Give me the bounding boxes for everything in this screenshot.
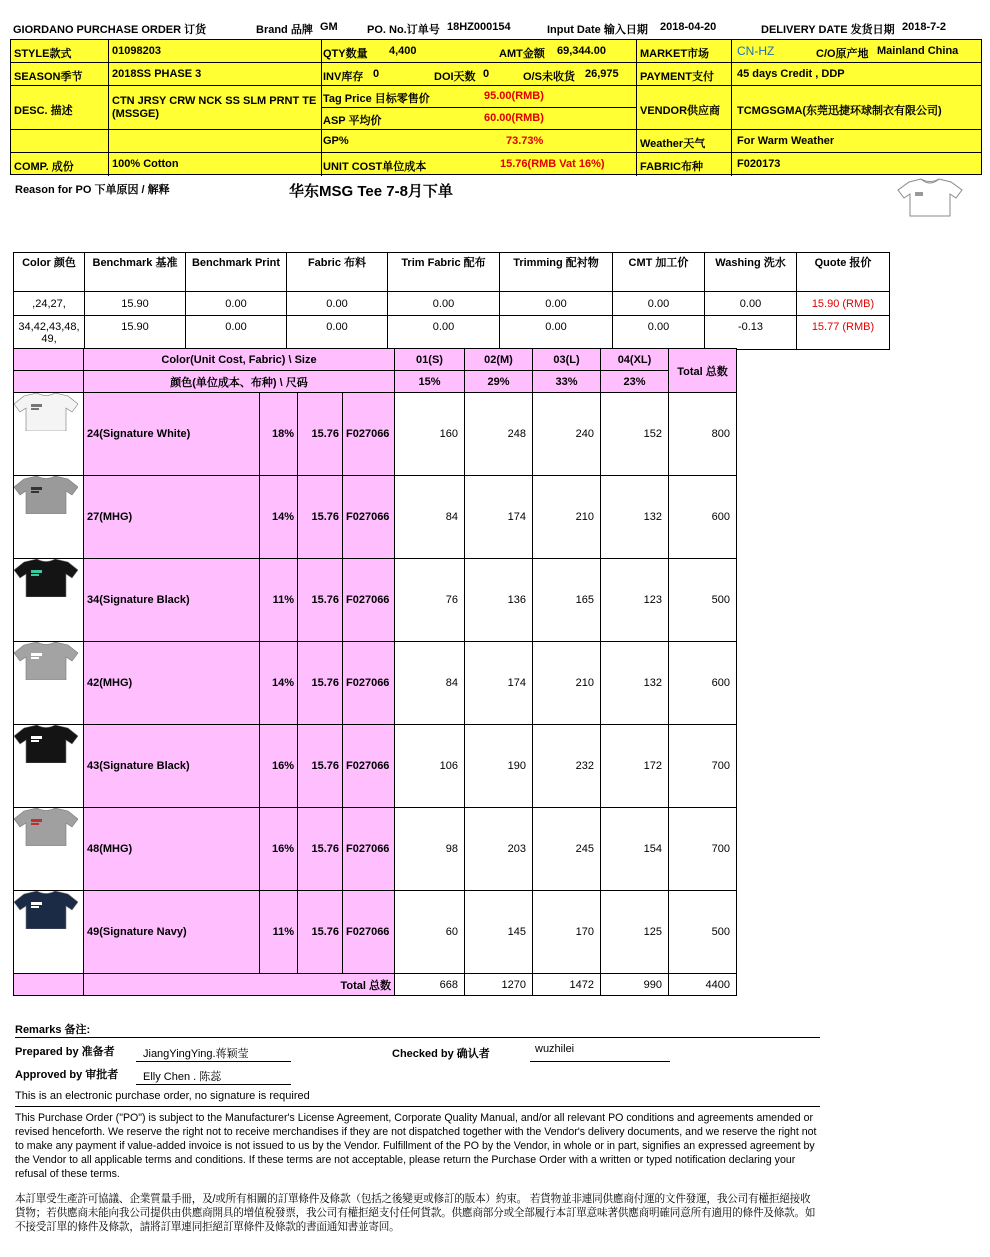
product-thumbnail	[14, 642, 84, 725]
size-qty-cell: 84	[395, 476, 465, 559]
cost-cell: 34,42,43,48,49,	[14, 316, 85, 350]
size-pct-row	[14, 371, 737, 393]
cost-header-cell: Quote 报价	[797, 253, 890, 292]
total-header: Total 总数	[669, 349, 737, 393]
style-label: STYLE款式	[14, 48, 72, 60]
brand-value: GM	[320, 21, 338, 33]
color-fabric: F027066	[343, 393, 395, 476]
size-pct-cell: 33%	[533, 371, 601, 393]
size-qty-cell: 132	[601, 476, 669, 559]
row-total-cell: 700	[669, 725, 737, 808]
po-number-label: PO. No.订单号	[367, 24, 440, 36]
size-data-row	[14, 559, 737, 642]
size-qty-cell: 240	[533, 393, 601, 476]
cost-header-cell: Color 颜色	[14, 253, 85, 292]
cost-header-cell: Fabric 布料	[287, 253, 388, 292]
color-fabric: F027066	[343, 642, 395, 725]
asp-value: 60.00(RMB)	[484, 112, 544, 124]
color-unit-cost: 15.76	[298, 725, 343, 808]
size-qty-cell: 60	[395, 891, 465, 974]
size-pct-cell: 23%	[601, 371, 669, 393]
size-data-row	[14, 891, 737, 974]
color-pct: 11%	[260, 891, 298, 974]
desc-label: DESC. 描述	[14, 105, 73, 117]
size-qty-cell: 165	[533, 559, 601, 642]
cost-cell: 0.00	[287, 292, 388, 316]
cost-row	[14, 316, 890, 350]
vendor-value: TCMGSGMA(东莞迅捷环球制衣有限公司)	[737, 105, 942, 117]
color-pct: 16%	[260, 725, 298, 808]
color-pct: 14%	[260, 476, 298, 559]
amt-value: 69,344.00	[557, 45, 606, 57]
size-qty-cell: 132	[601, 642, 669, 725]
asp-label: ASP 平均价	[323, 115, 382, 127]
market-value: CN-HZ	[737, 44, 775, 58]
row-total-cell: 800	[669, 393, 737, 476]
comp-value: 100% Cotton	[112, 158, 179, 170]
color-name: 49(Signature Navy)	[84, 891, 260, 974]
size-header-cell: 04(XL)	[601, 349, 669, 371]
delivery-date: 2018-7-2	[902, 21, 947, 33]
unit-cost-label: UNIT COST单位成本	[323, 161, 427, 173]
color-name: 24(Signature White)	[84, 393, 260, 476]
grand-total-cell: 668	[395, 974, 465, 996]
color-fabric: F027066	[343, 559, 395, 642]
row-total-cell: 600	[669, 476, 737, 559]
market-label: MARKET市场	[640, 48, 710, 60]
tee-swatch-image	[14, 725, 78, 763]
size-data-row	[14, 725, 737, 808]
tee-swatch-image	[14, 393, 78, 431]
cost-cell: -0.13	[705, 316, 797, 350]
color-pct: 16%	[260, 808, 298, 891]
cost-cell: 0.00	[500, 292, 613, 316]
color-size-header: Color(Unit Cost, Fabric) \ Size	[84, 349, 395, 371]
size-qty-cell: 123	[601, 559, 669, 642]
row-total-cell: 700	[669, 808, 737, 891]
color-name: 48(MHG)	[84, 808, 260, 891]
color-unit-cost: 15.76	[298, 891, 343, 974]
size-qty-cell: 76	[395, 559, 465, 642]
size-qty-cell: 160	[395, 393, 465, 476]
comp-label: COMP. 成份	[14, 161, 74, 173]
inv-value: 0	[373, 68, 380, 80]
row-total-cell: 500	[669, 891, 737, 974]
color-pct: 14%	[260, 642, 298, 725]
cost-cell: 0.00	[388, 292, 500, 316]
size-breakdown-table	[13, 348, 737, 996]
prepared-by-value: JiangYingYing.蒋颖莹	[143, 1048, 249, 1060]
color-pct: 18%	[260, 393, 298, 476]
size-qty-cell: 125	[601, 891, 669, 974]
cost-header-cell: Trim Fabric 配布	[388, 253, 500, 292]
color-fabric: F027066	[343, 725, 395, 808]
reason-text: 华东MSG Tee 7-8月下单	[289, 183, 453, 200]
product-thumbnail	[14, 808, 84, 891]
tee-swatch-image	[14, 559, 78, 597]
input-date: 2018-04-20	[660, 21, 717, 33]
size-qty-cell: 210	[533, 476, 601, 559]
size-qty-cell: 170	[533, 891, 601, 974]
payment-value: 45 days Credit , DDP	[737, 68, 845, 80]
desc-value: CTN JRSY CRW NCK SS SLM PRNT TE (MSSGE)	[112, 95, 317, 120]
color-unit-cost: 15.76	[298, 393, 343, 476]
qty-value: 4,400	[389, 45, 417, 57]
row-total-cell: 500	[669, 559, 737, 642]
color-size-header-cn: 颜色(单位成本、布种) \ 尺码	[84, 371, 395, 393]
document-title: GIORDANO PURCHASE ORDER 订货	[13, 24, 207, 36]
grand-total-cell: 1472	[533, 974, 601, 996]
tee-swatch-image	[14, 808, 78, 846]
size-qty-cell: 172	[601, 725, 669, 808]
po-info-block	[10, 39, 982, 175]
color-unit-cost: 15.76	[298, 559, 343, 642]
prepared-by-label: Prepared by 准备者	[15, 1046, 115, 1058]
size-qty-cell: 190	[465, 725, 533, 808]
size-pct-cell: 15%	[395, 371, 465, 393]
reason-label: Reason for PO 下单原因 / 解释	[15, 184, 170, 196]
color-fabric: F027066	[343, 476, 395, 559]
product-thumbnail	[14, 476, 84, 559]
grand-total-row	[14, 974, 737, 996]
size-header-cell: 02(M)	[465, 349, 533, 371]
checked-by-value: wuzhilei	[535, 1043, 575, 1055]
cost-header-cell: Trimming 配衬物	[500, 253, 613, 292]
size-header-cell: 01(S)	[395, 349, 465, 371]
color-unit-cost: 15.76	[298, 642, 343, 725]
color-name: 34(Signature Black)	[84, 559, 260, 642]
weather-label: Weather天气	[640, 138, 706, 150]
color-fabric: F027066	[343, 891, 395, 974]
brand-label: Brand 品牌	[256, 24, 313, 36]
cost-cell: 0.00	[287, 316, 388, 350]
size-qty-cell: 154	[601, 808, 669, 891]
grand-total-cell: 4400	[669, 974, 737, 996]
fabric-value: F020173	[737, 158, 781, 170]
po-number: 18HZ000154	[447, 21, 511, 33]
size-qty-cell: 136	[465, 559, 533, 642]
amt-label: AMT金额	[499, 48, 545, 60]
delivery-date-label: DELIVERY DATE 发货日期	[761, 24, 895, 36]
size-qty-cell: 174	[465, 476, 533, 559]
unit-cost-value: 15.76(RMB Vat 16%)	[500, 158, 605, 170]
tee-swatch-image	[14, 476, 78, 514]
size-qty-cell: 145	[465, 891, 533, 974]
input-date-label: Input Date 输入日期	[547, 24, 648, 36]
grand-total-label: Total 总数	[84, 974, 395, 996]
terms-chinese: 本訂單受生產許可協議、企業質量手冊，及/或所有相關的訂單條件及條款（包括之後變更或修訂的版本）約束。 若貨物並非連同供應商付運的文件發運，我公司有權拒絕接收貨物；若供應商未能向我公司提供由供應商開具的增值稅發票，我公司有權拒絕支付任何貨款。供應商部分或全部履行本訂單意味著供應商明確同意所有適用的條件及條款。如不接受訂單的條件及條款，請將訂單連同拒絕訂單條件及條款的書面通知書並寄回。	[15, 1193, 816, 1233]
size-qty-cell: 248	[465, 393, 533, 476]
size-qty-cell: 106	[395, 725, 465, 808]
cost-header-cell: Benchmark Print	[186, 253, 287, 292]
cost-breakdown-table	[13, 252, 890, 350]
grand-total-cell: 990	[601, 974, 669, 996]
size-qty-cell: 210	[533, 642, 601, 725]
os-label: O/S未收货	[523, 71, 575, 83]
cost-row	[14, 292, 890, 316]
doi-label: DOI天数	[434, 71, 476, 83]
gp-value: 73.73%	[506, 135, 544, 147]
cost-cell: 0.00	[186, 292, 287, 316]
size-data-row	[14, 476, 737, 559]
quote-cell: 15.77 (RMB)	[797, 316, 890, 350]
cost-cell: 0.00	[613, 292, 705, 316]
size-qty-cell: 84	[395, 642, 465, 725]
product-sketch-image	[895, 178, 965, 218]
cost-header-cell: CMT 加工价	[613, 253, 705, 292]
season-label: SEASON季节	[14, 71, 83, 83]
grand-total-cell: 1270	[465, 974, 533, 996]
doi-value: 0	[483, 68, 490, 80]
approved-by-value: Elly Chen . 陈蕊	[143, 1071, 222, 1083]
qty-label: QTY数量	[323, 48, 368, 60]
color-unit-cost: 15.76	[298, 808, 343, 891]
color-unit-cost: 15.76	[298, 476, 343, 559]
cost-cell: ,24,27,	[14, 292, 85, 316]
checked-by-label: Checked by 确认者	[392, 1048, 490, 1060]
fabric-label: FABRIC布种	[640, 161, 703, 173]
tee-swatch-image	[14, 891, 78, 929]
size-data-row	[14, 642, 737, 725]
size-data-row	[14, 393, 737, 476]
cost-cell: 0.00	[613, 316, 705, 350]
color-name: 42(MHG)	[84, 642, 260, 725]
os-value: 26,975	[585, 68, 619, 80]
quote-cell: 15.90 (RMB)	[797, 292, 890, 316]
size-qty-cell: 152	[601, 393, 669, 476]
remarks-label: Remarks 备注:	[15, 1024, 91, 1036]
row-total-cell: 600	[669, 642, 737, 725]
inv-label: INV库存	[323, 71, 364, 83]
size-qty-cell: 245	[533, 808, 601, 891]
approved-by-label: Approved by 审批者	[15, 1069, 119, 1081]
color-fabric: F027066	[343, 808, 395, 891]
gp-label: GP%	[323, 135, 349, 147]
color-name: 27(MHG)	[84, 476, 260, 559]
size-header-row	[14, 349, 737, 371]
color-pct: 11%	[260, 559, 298, 642]
origin-label: C/O原产地	[816, 48, 869, 60]
size-qty-cell: 232	[533, 725, 601, 808]
cost-header-cell: Benchmark 基准	[85, 253, 186, 292]
tee-swatch-image	[14, 642, 78, 680]
electronic-notice: This is an electronic purchase order, no signature is required	[15, 1090, 310, 1102]
cost-header-cell: Washing 洗水	[705, 253, 797, 292]
size-qty-cell: 203	[465, 808, 533, 891]
vendor-label: VENDOR供应商	[640, 105, 721, 117]
size-pct-cell: 29%	[465, 371, 533, 393]
size-header-cell: 03(L)	[533, 349, 601, 371]
cost-cell: 0.00	[500, 316, 613, 350]
origin-value: Mainland China	[877, 45, 959, 57]
cost-cell: 15.90	[85, 316, 186, 350]
cost-header-row	[14, 253, 890, 292]
size-qty-cell: 98	[395, 808, 465, 891]
product-thumbnail	[14, 559, 84, 642]
season-value: 2018SS PHASE 3	[112, 68, 202, 80]
cost-cell: 15.90	[85, 292, 186, 316]
product-thumbnail	[14, 725, 84, 808]
tag-price-value: 95.00(RMB)	[484, 90, 544, 102]
payment-label: PAYMENT支付	[640, 71, 714, 83]
size-qty-cell: 174	[465, 642, 533, 725]
product-thumbnail	[14, 393, 84, 476]
size-data-row	[14, 808, 737, 891]
cost-cell: 0.00	[388, 316, 500, 350]
weather-value: For Warm Weather	[737, 135, 835, 147]
color-name: 43(Signature Black)	[84, 725, 260, 808]
cost-cell: 0.00	[186, 316, 287, 350]
cost-cell: 0.00	[705, 292, 797, 316]
style-value: 01098203	[112, 45, 161, 57]
product-thumbnail	[14, 891, 84, 974]
tag-price-label: Tag Price 目标零售价	[323, 93, 430, 105]
terms-english: This Purchase Order ("PO") is subject to the Manufacturer's License Agreement, Corporate Quality Manual, and/or all relevant PO conditions and agreements amended or revised henceforth. We reserve the right not to receive merchandises if they are not dispatched together with the Vendor's delivery documents, and we reserve the right not to make any payment if value-added invoice is not issued to us by the Vendor. Fulfillment of the PO by the Vendor, in whole or in part, signifies an expressed agreement by the Vendor to all applicable terms and conditions. If these terms are not acceptable, please return the Purchase Order with a written or typed notification declaring your refusal of these terms.	[15, 1112, 817, 1180]
